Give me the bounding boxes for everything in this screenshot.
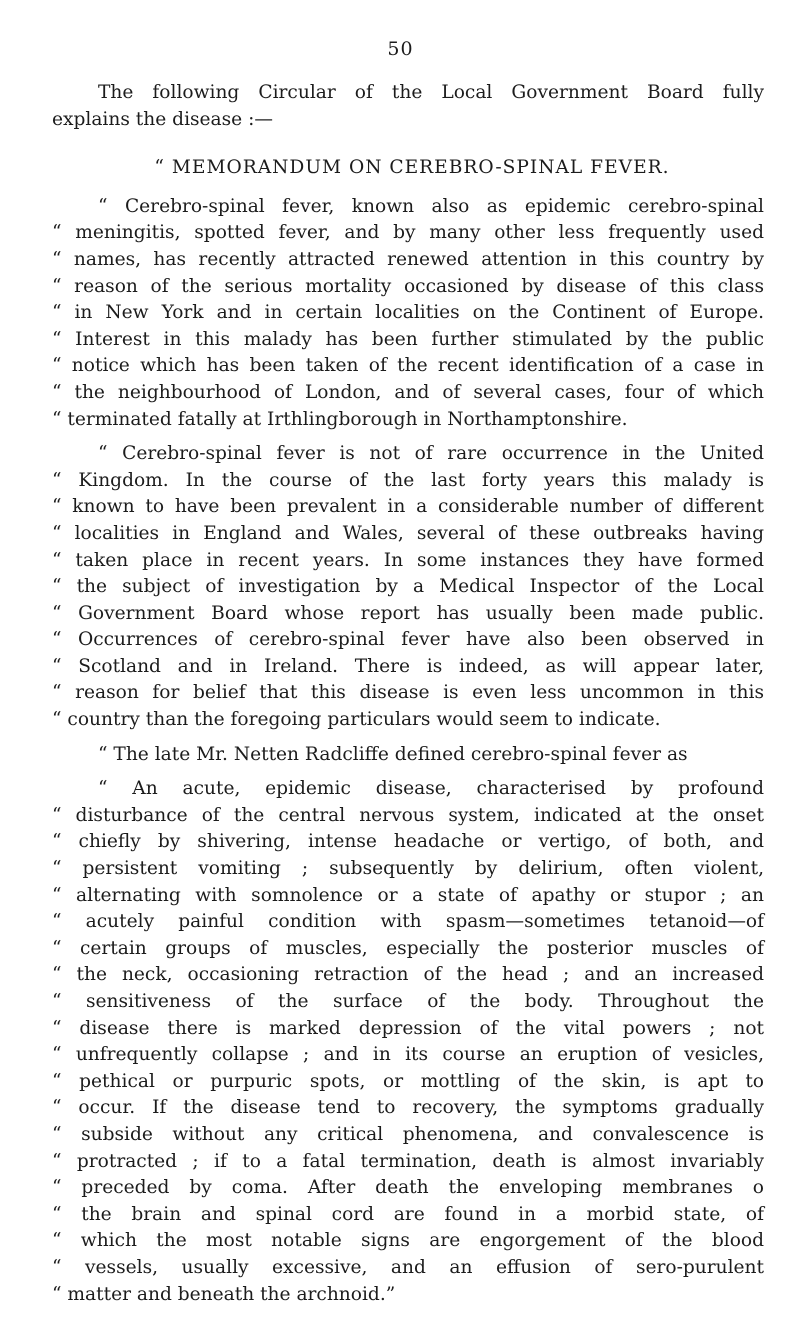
- paragraph-1: [52, 194, 764, 433]
- text-line: “ terminated fatally at Irthlingborough in Northamptonshire.: [52, 408, 628, 430]
- text-line: “ The late Mr. Netten Radcliffe defined cerebro-spinal fever as: [98, 743, 688, 765]
- text-line: explains the disease :—: [52, 108, 273, 130]
- text-line: “ country than the foregoing particulars would seem to indicate.: [52, 709, 661, 731]
- intro-paragraph: [52, 80, 764, 133]
- text-line: “ An acute, epidemic disease, characterised by profound: [98, 778, 764, 800]
- text-line: “ acutely painful condition with spasm—sometimes tetanoid—of: [52, 911, 764, 933]
- text-line: “ protracted ; if to a fatal termination, death is almost invariably: [52, 1150, 764, 1172]
- text-line: The following Circular of the Local Government Board fully: [98, 82, 764, 103]
- text-line: “ disease there is marked depression of the vital powers ; not: [52, 1017, 764, 1039]
- text-line: “ taken place in recent years. In some instances they have formed: [52, 549, 764, 571]
- text-line: “ Interest in this malady has been further stimulated by the public: [52, 328, 764, 350]
- text-line: “ Scotland and in Ireland. There is indeed, as will appear later,: [52, 655, 764, 677]
- text-line: “ the neck, occasioning retraction of the head ; and an increased: [52, 964, 764, 986]
- text-line: “ vessels, usually excessive, and an effusion of sero-purulent: [52, 1256, 764, 1278]
- text-line: “ Kingdom. In the course of the last forty years this malady is: [52, 469, 764, 491]
- text-line: “ which the most notable signs are engorgement of the blood: [52, 1230, 764, 1252]
- text-line: “ preceded by coma. After death the enveloping membranes o: [52, 1177, 764, 1199]
- text-line: “ reason of the serious mortality occasioned by disease of this class: [52, 275, 764, 297]
- text-line: “ unfrequently collapse ; and in its course an eruption of vesicles,: [52, 1044, 764, 1066]
- paragraph-3: [52, 742, 764, 769]
- page-number: 50: [387, 38, 414, 60]
- text-line: “ chiefly by shivering, intense headache or vertigo, of both, and: [52, 831, 764, 853]
- radcliffe-definition-quote: [52, 776, 764, 1308]
- text-line: “ disturbance of the central nervous system, indicated at the onset: [52, 804, 764, 826]
- text-line: “ names, has recently attracted renewed attention in this country by: [52, 248, 764, 270]
- text-line: “ in New York and in certain localities on the Continent of Europe.: [52, 302, 764, 324]
- text-line: “ matter and beneath the archnoid.”: [52, 1283, 396, 1305]
- text-line: “ reason for belief that this disease is even less uncommon in this: [52, 682, 764, 704]
- text-line: “ sensitiveness of the surface of the body. Throughout the: [52, 991, 764, 1012]
- text-line: “ localities in England and Wales, several of these outbreaks having: [52, 522, 764, 544]
- text-line: “ Occurrences of cerebro-spinal fever have also been observed in: [52, 629, 764, 651]
- text-line: “ Cerebro-spinal fever, known also as epidemic cerebro-spinal: [98, 195, 764, 217]
- text-line: “ persistent vomiting ; subsequently by delirium, often violent,: [52, 858, 764, 880]
- text-line: “ the subject of investigation by a Medical Inspector of the Local: [52, 576, 764, 598]
- text-line: “ pethical or purpuric spots, or mottling of the skin, is apt to: [52, 1070, 764, 1092]
- text-line: “ the neighbourhood of London, and of several cases, four of which: [52, 381, 764, 403]
- text-line: “ known to have been prevalent in a considerable number of different: [52, 496, 764, 518]
- text-line: “ Government Board whose report has usually been made public.: [52, 602, 764, 624]
- memorandum-heading: “ MEMORANDUM ON CEREBRO-SPINAL FEVER.: [154, 157, 670, 179]
- text-line: “ the brain and spinal cord are found in a morbid state, of: [52, 1203, 764, 1225]
- text-line: “ subside without any critical phenomena, and convalescence is: [52, 1123, 764, 1145]
- memorandum-heading-wrap: [52, 155, 764, 182]
- text-line: “ meningitis, spotted fever, and by many other less frequently used: [52, 222, 764, 244]
- paragraph-2: [52, 441, 764, 734]
- text-line: “ occur. If the disease tend to recovery, the symptoms gradually: [52, 1097, 764, 1119]
- text-line: “ alternating with somnolence or a state of apathy or stupor ; an: [52, 884, 764, 906]
- text-line: “ certain groups of muscles, especially the posterior muscles of: [52, 937, 764, 959]
- document-body: [52, 80, 764, 1308]
- text-line: “ Cerebro-spinal fever is not of rare occurrence in the United: [98, 443, 764, 465]
- text-line: “ notice which has been taken of the recent identification of a case in: [52, 355, 764, 377]
